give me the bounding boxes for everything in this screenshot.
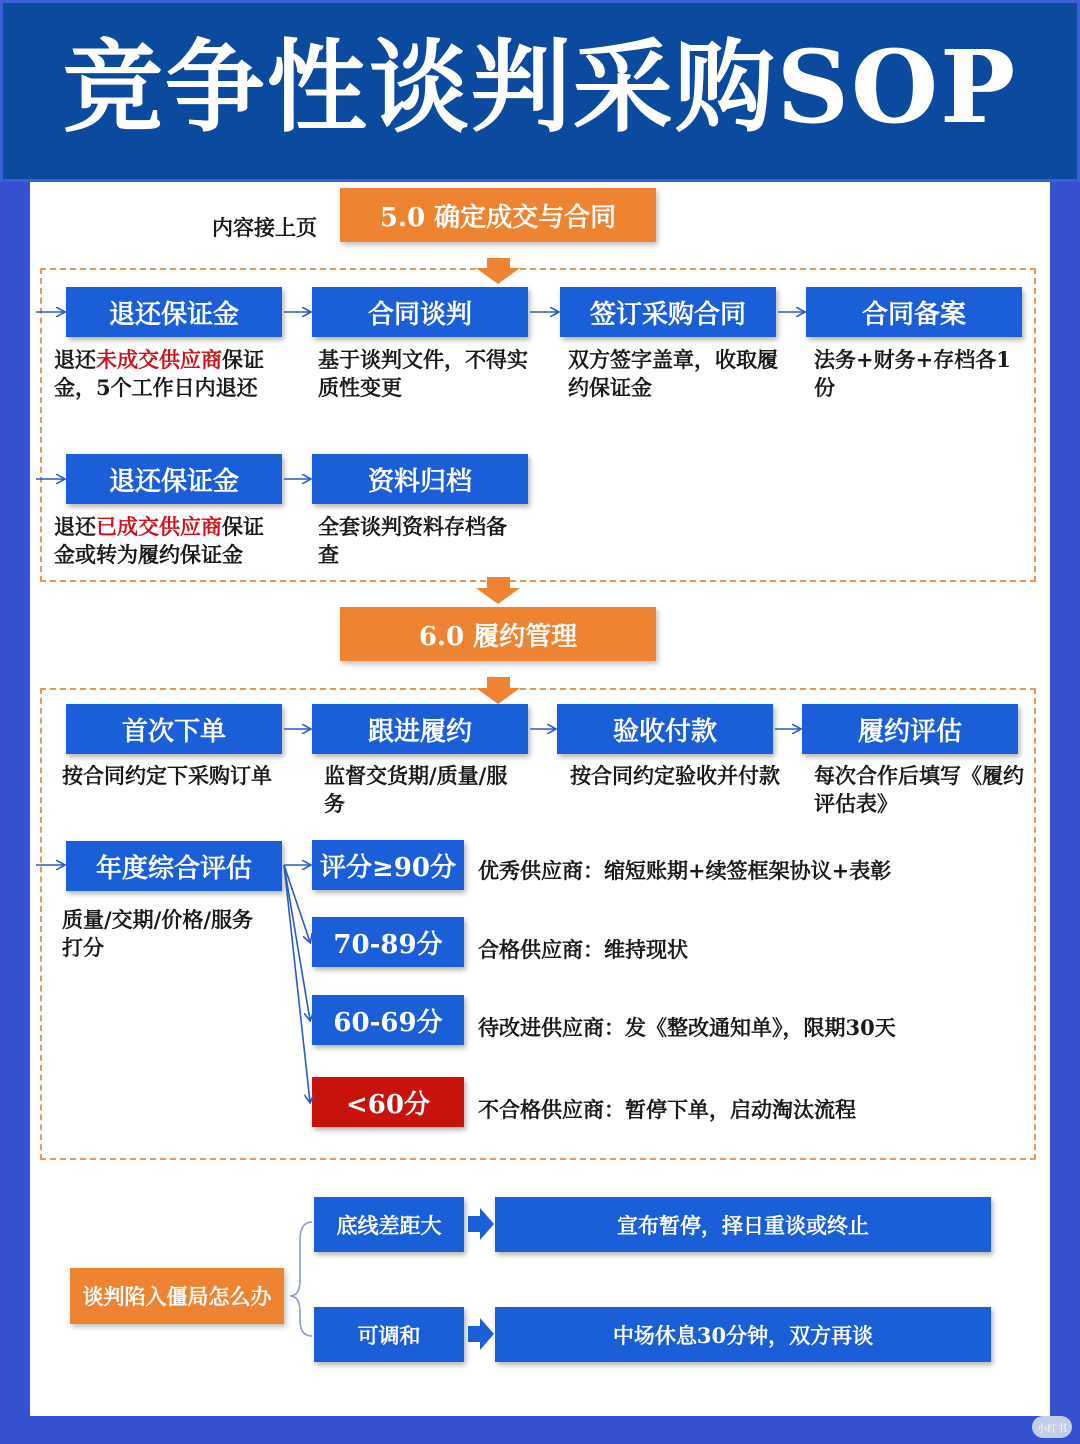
section6-header: 6.0 履约管理 (340, 607, 656, 661)
desc-contract-negotiation: 基于谈判文件，不得实质性变更 (318, 347, 528, 400)
desc-follow-up: 监督交货期/质量/服务 (324, 763, 508, 816)
deadlock-question: 谈判陷入僵局怎么办 (70, 1268, 284, 1324)
deadlock-condition-reconcilable: 可调和 (314, 1307, 464, 1362)
desc-annual-evaluation: 质量/交期/价格/服务打分 (62, 907, 254, 960)
fan-improve (284, 865, 310, 1020)
continued-label: 内容接上页 (212, 215, 317, 240)
deadlock-arrow-2 (468, 1318, 494, 1350)
step-acceptance-payment: 验收付款 (557, 704, 773, 754)
step-performance-evaluation: 履约评估 (802, 704, 1018, 754)
down-arrow-6b (476, 677, 520, 704)
deadlock-action-break: 中场休息30分钟，双方再谈 (495, 1307, 991, 1362)
fan-unqualified (284, 865, 310, 1102)
deadlock-arrow-1 (468, 1208, 494, 1240)
step-follow-up: 跟进履约 (312, 704, 528, 754)
grade-score-qualified: 70-89分 (312, 917, 464, 967)
grade-result-unqualified: 不合格供应商：暂停下单，启动淘汰流程 (478, 1097, 856, 1122)
step-first-order: 首次下单 (66, 704, 282, 754)
down-arrow-5 (476, 258, 520, 284)
watermark: 小红书 (1032, 1416, 1072, 1438)
step-sign-contract: 签订采购合同 (560, 287, 776, 337)
desc-sign-contract: 双方签字盖章，收取履约保证金 (568, 347, 778, 400)
desc-refund-deposit-successful: 退还已成交供应商保证金或转为履约保证金 (54, 514, 264, 567)
section5-header: 5.0 确定成交与合同 (340, 188, 656, 242)
grade-score-improve: 60-69分 (312, 995, 464, 1045)
desc-first-order: 按合同约定下采购订单 (62, 763, 272, 788)
step-contract-filing: 合同备案 (806, 287, 1022, 337)
step-archive-documents: 资料归档 (312, 454, 528, 504)
grade-score-excellent: 评分≥90分 (312, 840, 464, 890)
grade-score-unqualified: <60分 (312, 1077, 464, 1127)
desc-performance-evaluation: 每次合作后填写《履约评估表》 (814, 763, 1024, 816)
desc-acceptance-payment: 按合同约定验收并付款 (570, 763, 780, 788)
desc-contract-filing: 法务+财务+存档各1份 (814, 347, 1011, 400)
grade-result-excellent: 优秀供应商：缩短账期+续签框架协议+表彰 (478, 858, 892, 883)
grade-result-improve: 待改进供应商：发《整改通知单》，限期30天 (478, 1015, 896, 1040)
desc-archive-documents: 全套谈判资料存档备查 (318, 514, 507, 567)
page-title: 竞争性谈判采购SOP (62, 28, 1018, 146)
desc-refund-deposit-unsuccessful: 退还未成交供应商保证金，5个工作日内退还 (54, 347, 264, 400)
deadlock-condition-large-gap: 底线差距大 (314, 1197, 464, 1252)
step-refund-deposit-unsuccessful: 退还保证金 (66, 287, 282, 337)
grade-result-qualified: 合格供应商：维持现状 (478, 937, 688, 962)
deadlock-action-pause: 宣布暂停，择日重谈或终止 (495, 1197, 991, 1252)
step-contract-negotiation: 合同谈判 (312, 287, 528, 337)
deadlock-bracket (290, 1222, 312, 1336)
down-arrow-6a (476, 577, 520, 604)
step-annual-evaluation: 年度综合评估 (66, 841, 282, 891)
step-refund-deposit-successful: 退还保证金 (66, 454, 282, 504)
